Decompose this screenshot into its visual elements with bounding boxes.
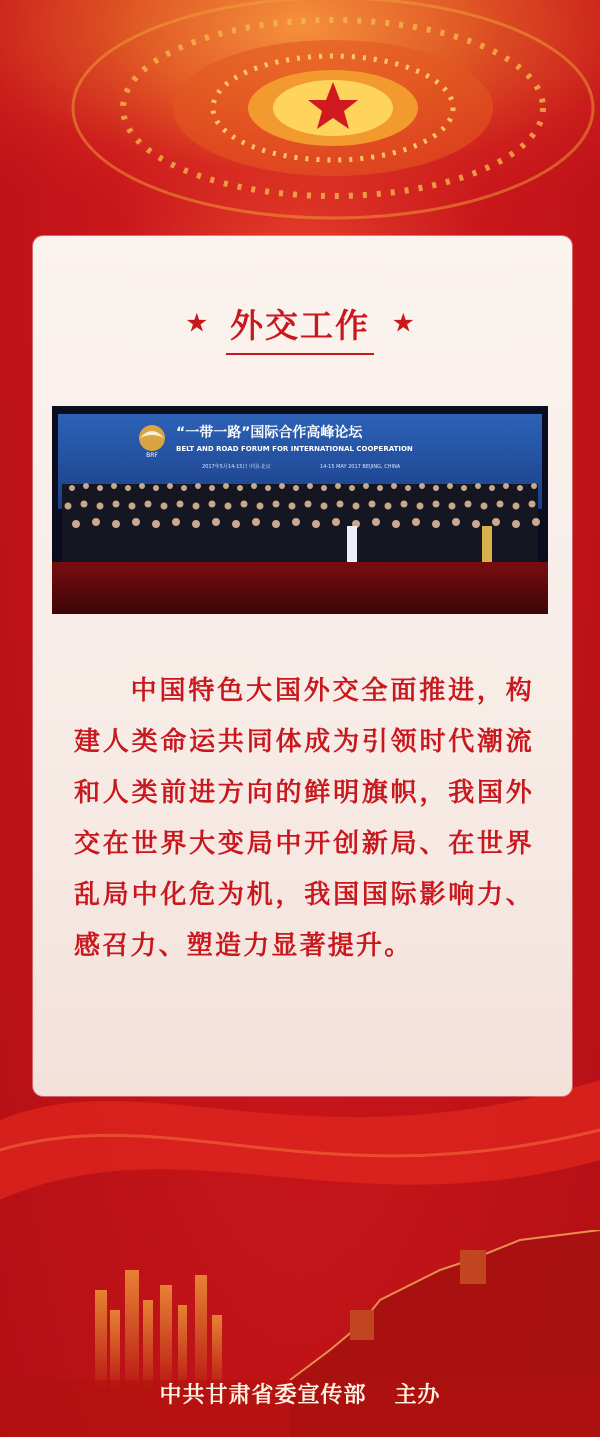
footer-credit <box>0 1378 600 1409</box>
photo-illustration <box>52 406 548 614</box>
body-paragraph-text: 中国特色大国外交全面推进，构建人类命运共同体成为引领时代潮流和人类前进方向的鲜明旗帜，我国外交在世界大变局中开创新局、在世界乱局中化危为机，我国国际影响力、感召力、塑造力显著提升。 <box>74 676 534 961</box>
body-paragraph <box>74 666 534 972</box>
star-icon: ★ <box>185 308 209 339</box>
logo-text: BRF <box>146 452 158 459</box>
banner-title: “一带一路”国际合作高峰论坛 <box>176 425 363 441</box>
banner-date-cn: 2017年5月14-15日 中国·北京 <box>202 464 271 470</box>
forum-group-photo <box>52 406 548 614</box>
star-icon: ★ <box>391 308 415 339</box>
section-title: 外交工作 <box>230 306 370 345</box>
organizer-name: 中共甘肃省委宣传部 <box>159 1382 367 1408</box>
ceiling-star-decoration <box>0 0 600 260</box>
banner-date-en: 14-15 MAY 2017 BEIJING, CHINA <box>320 464 401 470</box>
section-heading <box>0 300 600 347</box>
banner-subtitle: BELT AND ROAD FORUM FOR INTERNATIONAL COOPERATION <box>176 445 413 453</box>
organizer-role: 主办 <box>394 1382 441 1408</box>
heading-underline <box>226 353 374 355</box>
brf-logo-icon <box>139 425 165 451</box>
